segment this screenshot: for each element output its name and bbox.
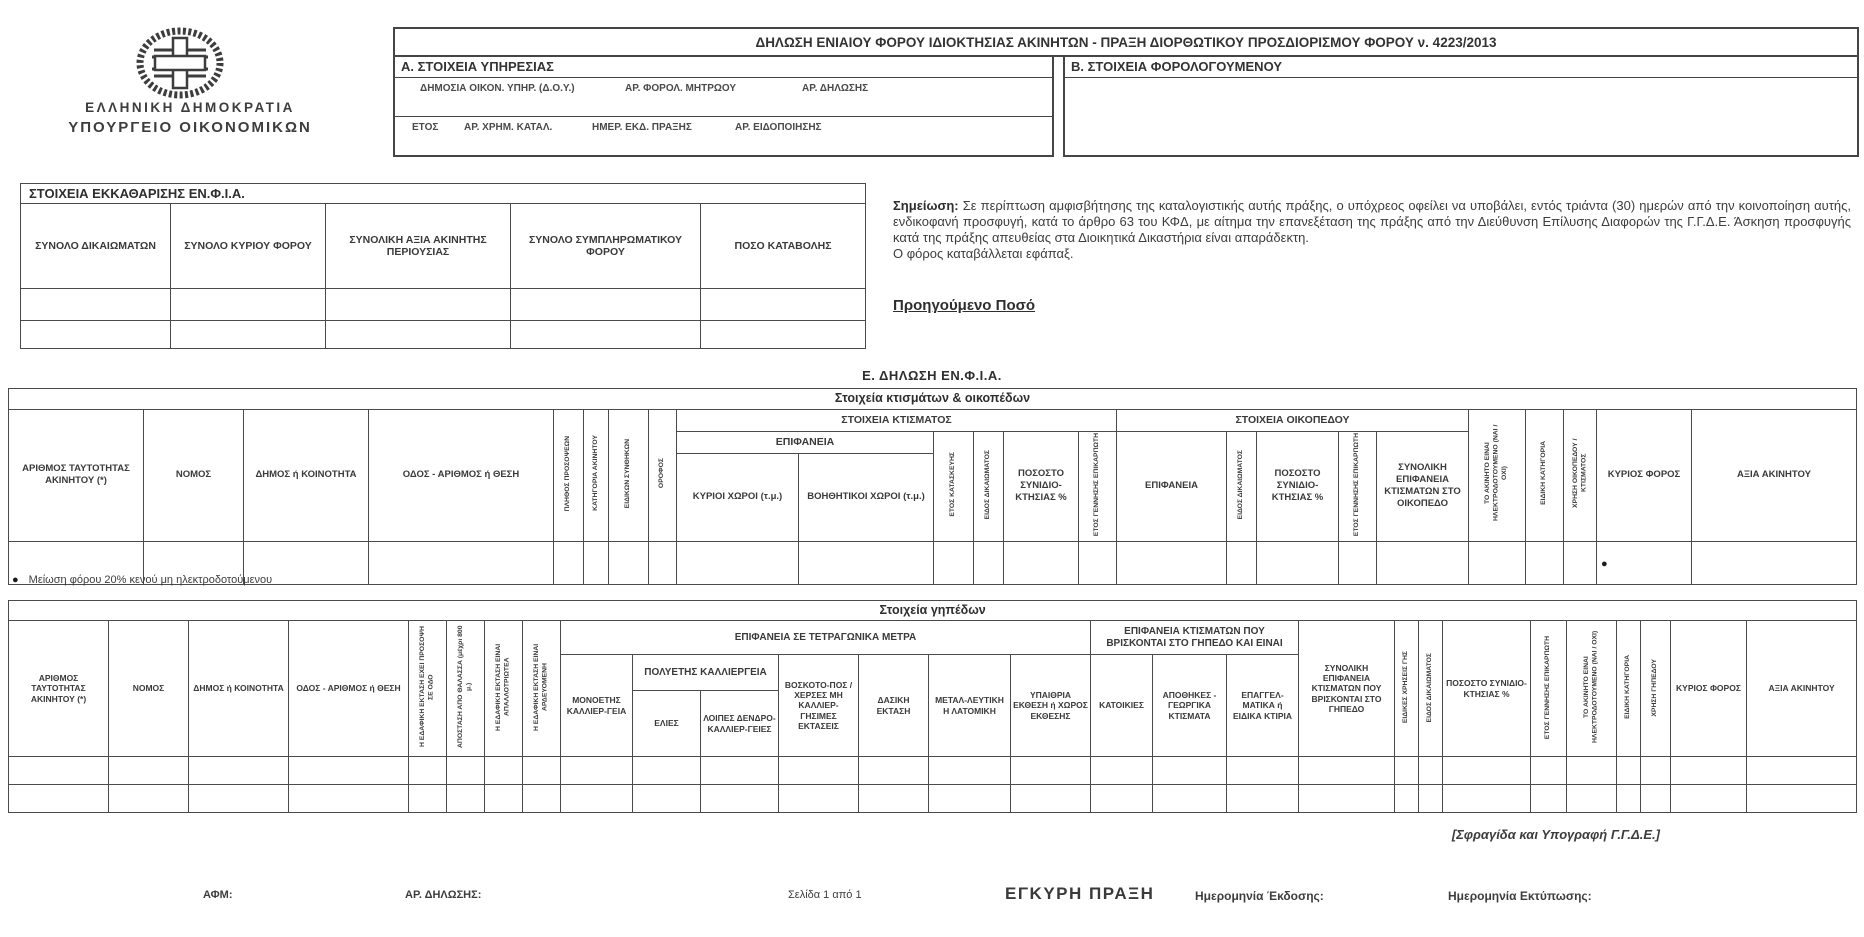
col-special-conditions: ΕΙΔΙΚΩΝ ΣΥΝΘΗΚΩΝ <box>609 409 649 541</box>
valid-act-stamp: ΕΓΚΥΡΗ ΠΡΑΞΗ <box>1005 884 1155 903</box>
buildings-plots-table <box>8 388 1857 585</box>
col-plot-surface: ΕΠΙΦΑΝΕΙΑ <box>1117 431 1227 541</box>
reduction-marker-dot: ● <box>12 574 19 586</box>
empty-cell <box>554 541 584 584</box>
empty-cell <box>1443 757 1531 785</box>
surface-sqm-group: ΕΠΙΦΑΝΕΙΑ ΣΕ ΤΕΤΡΑΓΩΝΙΚΑ ΜΕΤΡΑ <box>561 621 1091 655</box>
note-body: Σε περίπτωση αμφισβήτησης της καταλογιστικής αυτής πράξης, ο υπόχρεος οφείλει να υποβάλει, εντός τριάντα (30) ημερών από την κοινοποίηση αυτής, ενδικοφανή προσφυγή, κατά το άρθρο 63 του ΚΦΔ, με αίτημα την επανεξέταση της πράξης από την Διεύθυνση Επίλυσης Διαφορών της Γ.Γ.Δ.Ε. Άσκηση προσφυγής κατά της πράξης απευθείας στα Διοικητικά Δικαστήρια είναι απαράδεκτη. <box>893 198 1851 246</box>
empty-cell <box>1419 785 1443 813</box>
empty-cell <box>289 785 409 813</box>
empty-cell <box>799 541 934 584</box>
col-prefecture: ΝΟΜΟΣ <box>144 409 244 541</box>
empty-cell <box>171 321 326 349</box>
empty-cell <box>189 757 289 785</box>
empty-cell <box>9 757 109 785</box>
building-data-group: ΣΤΟΙΧΕΙΑ ΚΤΙΣΜΑΤΟΣ <box>677 409 1117 431</box>
col-plot-usufructuary-birth-year: ΕΤΟΣ ΓΕΝΝΗΣΗΣ ΕΠΙΚΑΡΠΩΤΗ <box>1339 431 1377 541</box>
col-main-spaces: ΚΥΡΙΟΙ ΧΩΡΟΙ (τ.μ.) <box>677 453 799 541</box>
col-parcel-use: ΧΡΗΣΗ ΓΗΠΕΔΟΥ <box>1641 621 1671 757</box>
clearance-header-row <box>21 204 866 289</box>
col-street: ΟΔΟΣ - ΑΡΙΘΜΟΣ ή ΘΕΣΗ <box>369 409 554 541</box>
empty-cell <box>409 757 447 785</box>
empty-cell <box>609 541 649 584</box>
col-right-type: ΕΙΔΟΣ ΔΙΚΑΙΩΜΑΤΟΣ <box>974 431 1004 541</box>
col-main-tax: ΚΥΡΙΟΣ ΦΟΡΟΣ <box>1597 409 1692 541</box>
col-payment-amount: ΠΟΣΟ ΚΑΤΑΒΟΛΗΣ <box>701 204 866 289</box>
hellenic-republic-label: ΕΛΛΗΝΙΚΗ ΔΗΜΟΚΡΑΤΙΑ <box>85 100 295 115</box>
empty-cell <box>1531 757 1567 785</box>
empty-cell <box>447 757 485 785</box>
empty-cell <box>1339 541 1377 584</box>
empty-cell <box>1257 541 1339 584</box>
empty-cell <box>1671 757 1747 785</box>
main-tax-cell <box>1597 541 1692 584</box>
col-plot-coownership-pct: ΠΟΣΟΣΤΟ ΣΥΝΙΔΙΟ-ΚΤΗΣΙΑΣ % <box>1257 431 1339 541</box>
empty-cell <box>9 785 109 813</box>
col-warehouses-agricultural: ΑΠΟΘΗΚΕΣ - ΓΕΩΡΓΙΚΑ ΚΤΙΣΜΑΤΑ <box>1153 655 1227 757</box>
empty-cell <box>1227 541 1257 584</box>
empty-cell <box>633 757 701 785</box>
empty-cell <box>1091 785 1153 813</box>
empty-cell <box>701 289 866 321</box>
col-electrified: ΤΟ ΑΚΙΝΗΤΟ ΕΙΝΑΙ ΗΛΕΚΤΡΟΔΟΤΟΥΜΕΝΟ (ΝΑΙ / ΟΧΙ) <box>1567 621 1617 757</box>
empty-cell <box>701 785 779 813</box>
section-b-title: Β. ΣΤΟΙΧΕΙΑ ΦΟΡΟΛΟΓΟΥΜΕΝΟΥ <box>1065 57 1857 78</box>
empty-cell <box>859 785 929 813</box>
empty-cell <box>485 757 523 785</box>
col-other-tree-crops: ΛΟΙΠΕΣ ΔΕΝΔΡΟ-ΚΑΛΛΙΕΡ-ΓΕΙΕΣ <box>701 691 779 757</box>
col-main-tax: ΚΥΡΙΟΣ ΦΟΡΟΣ <box>1671 621 1747 757</box>
print-date-label: Ημερομηνία Εκτύπωσης: <box>1448 889 1592 903</box>
col-electrified: ΤΟ ΑΚΙΝΗΤΟ ΕΙΝΑΙ ΗΛΕΚΤΡΟΔΟΤΟΥΜΕΝΟ (ΝΑΙ / ΟΧΙ) <box>1469 409 1526 541</box>
empty-cell <box>859 757 929 785</box>
col-total-main-tax: ΣΥΝΟΛΟ ΚΥΡΙΟΥ ΦΟΡΟΥ <box>171 204 326 289</box>
empty-cell <box>561 785 633 813</box>
col-irrigated: Η ΕΔΑΦΙΚΗ ΕΚΤΑΣΗ ΕΙΝΑΙ ΑΡΔΕΥΟΜΕΝΗ <box>523 621 561 757</box>
col-usufructuary-birth-year: ΕΤΟΣ ΓΕΝΝΗΣΗΣ ΕΠΙΚΑΡΠΩΤΗ <box>1531 621 1567 757</box>
note-line2: Ο φόρος καταβάλλεται εφάπαξ. <box>893 246 1074 262</box>
empty-cell <box>1011 757 1091 785</box>
col-total-building-surface-on-parcel: ΣΥΝΟΛΙΚΗ ΕΠΙΦΑΝΕΙΑ ΚΤΙΣΜΑΤΩΝ ΠΟΥ ΒΡΙΣΚΟΝΤΑΙ ΣΤΟ ΓΗΠΕΔΟ <box>1299 621 1395 757</box>
col-total-rights: ΣΥΝΟΛΟ ΔΙΚΑΙΩΜΑΤΩΝ <box>21 204 171 289</box>
empty-cell <box>1004 541 1079 584</box>
empty-cell <box>779 785 859 813</box>
empty-cell <box>929 785 1011 813</box>
clearance-value-row <box>21 321 866 349</box>
empty-cell <box>1419 757 1443 785</box>
tax-registry-number-label: ΑΡ. ΦΟΡΟΛ. ΜΗΤΡΩΟΥ <box>625 83 737 94</box>
col-property-category: ΚΑΤΗΓΟΡΙΑ ΑΚΙΝΗΤΟΥ <box>584 409 609 541</box>
issue-date-label: Ημερομηνία Έκδοσης: <box>1195 889 1324 903</box>
col-usufructuary-birth-year: ΕΤΟΣ ΓΕΝΝΗΣΗΣ ΕΠΙΚΑΡΠΩΤΗ <box>1079 431 1117 541</box>
col-facade-count: ΠΛΗΘΟΣ ΠΡΟΣΟΨΕΩΝ <box>554 409 584 541</box>
empty-cell <box>779 757 859 785</box>
col-coownership-pct: ΠΟΣΟΣΤΟ ΣΥΝΙΔΙΟ-ΚΤΗΣΙΑΣ % <box>1004 431 1079 541</box>
col-coownership-pct: ΠΟΣΟΣΤΟ ΣΥΝΙΔΙΟ-ΚΤΗΣΙΑΣ % <box>1443 621 1531 757</box>
empty-cell <box>1227 785 1299 813</box>
empty-cell <box>1531 785 1567 813</box>
empty-cell <box>934 541 974 584</box>
empty-cell <box>1091 757 1153 785</box>
col-property-value: ΑΞΙΑ ΑΚΙΝΗΤΟΥ <box>1747 621 1857 757</box>
section-a-service-details <box>393 55 1054 157</box>
year-label: ΕΤΟΣ <box>412 122 439 133</box>
perennial-cultivation-group: ΠΟΛΥΕΤΗΣ ΚΑΛΛΙΕΡΓΕΙΑ <box>633 655 779 691</box>
empty-cell <box>561 757 633 785</box>
reduction-marker-dot: ● <box>1601 557 1608 570</box>
col-floor: ΟΡΟΦΟΣ <box>649 409 677 541</box>
col-special-category: ΕΙΔΙΚΗ ΚΑΤΗΓΟΡΙΑ <box>1526 409 1564 541</box>
empty-cell <box>1671 785 1747 813</box>
table-row <box>9 541 1857 584</box>
empty-cell <box>485 785 523 813</box>
col-auxiliary-spaces: ΒΟΗΘΗΤΙΚΟΙ ΧΩΡΟΙ (τ.μ.) <box>799 453 934 541</box>
col-atak: ΑΡΙΘΜΟΣ ΤΑΥΤΟΤΗΤΑΣ ΑΚΙΝΗΤΟΥ (*) <box>9 621 109 757</box>
declaration-section-title: Ε. ΔΗΛΩΣΗ ΕΝ.Φ.Ι.Α. <box>862 368 1002 383</box>
col-plot-building-use: ΧΡΗΣΗ ΟΙΚΟΠΕΔΟΥ / ΚΤΙΣΜΑΤΟΣ <box>1564 409 1597 541</box>
empty-cell <box>584 541 609 584</box>
page-indicator: Σελίδα 1 από 1 <box>788 889 862 901</box>
buildings-on-parcel-group: ΕΠΙΦΑΝΕΙΑ ΚΤΙΣΜΑΤΩΝ ΠΟΥ ΒΡΙΣΚΟΝΤΑΙ ΣΤΟ ΓΗΠΕΔΟ ΚΑΙ ΕΙΝΑΙ <box>1091 621 1299 655</box>
empty-cell <box>1567 785 1617 813</box>
col-plot-right-type: ΕΙΔΟΣ ΔΙΚΑΙΩΜΑΤΟΣ <box>1227 431 1257 541</box>
greek-coat-of-arms-icon <box>128 26 232 105</box>
col-municipality: ΔΗΜΟΣ ή ΚΟΙΝΟΤΗΤΑ <box>189 621 289 757</box>
table1-group-row <box>9 409 1857 431</box>
col-expropriable: Η ΕΔΑΦΙΚΗ ΕΚΤΑΣΗ ΕΙΝΑΙ ΑΠΑΛΛΟΤΡΙΩΤΕΑ <box>485 621 523 757</box>
empty-cell <box>1011 785 1091 813</box>
empty-cell <box>289 757 409 785</box>
afm-label: ΑΦΜ: <box>203 889 233 901</box>
previous-amount-label: Προηγούμενο Ποσό <box>893 297 1036 314</box>
col-special-land-uses: ΕΙΔΙΚΕΣ ΧΡΗΣΕΙΣ ΓΗΣ <box>1395 621 1419 757</box>
empty-cell <box>1395 757 1419 785</box>
empty-cell <box>1117 541 1227 584</box>
empty-cell <box>974 541 1004 584</box>
empty-cell <box>447 785 485 813</box>
empty-cell <box>701 757 779 785</box>
empty-cell <box>1227 757 1299 785</box>
empty-cell <box>1395 785 1419 813</box>
empty-cell <box>1747 785 1857 813</box>
empty-cell <box>1299 785 1395 813</box>
money-list-number-label: ΑΡ. ΧΡΗΜ. ΚΑΤΑΛ. <box>464 122 553 133</box>
land-parcels-table <box>8 600 1857 813</box>
empty-cell <box>1443 785 1531 813</box>
plot-data-group: ΣΤΟΙΧΕΙΑ ΟΙΚΟΠΕΔΟΥ <box>1117 409 1469 431</box>
clearance-table <box>20 183 866 349</box>
empty-cell <box>109 757 189 785</box>
empty-cell <box>1747 757 1857 785</box>
note-label: Σημείωση: <box>893 198 959 213</box>
clearance-value-row <box>21 289 866 321</box>
empty-cell <box>523 757 561 785</box>
table2-title: Στοιχεία γηπέδων <box>9 601 1857 621</box>
empty-cell <box>326 289 511 321</box>
declaration-number-footer-label: ΑΡ. ΔΗΛΩΣΗΣ: <box>405 889 482 901</box>
empty-cell <box>1617 785 1641 813</box>
table2-group-row <box>9 621 1857 655</box>
col-atak: ΑΡΙΘΜΟΣ ΤΑΥΤΟΤΗΤΑΣ ΑΚΙΝΗΤΟΥ (*) <box>9 409 144 541</box>
col-olives: ΕΛΙΕΣ <box>633 691 701 757</box>
empty-cell <box>1617 757 1641 785</box>
empty-cell <box>1526 541 1564 584</box>
col-total-supplementary-tax: ΣΥΝΟΛΟ ΣΥΜΠΛΗΡΩΜΑΤΙΚΟΥ ΦΟΡΟΥ <box>511 204 701 289</box>
empty-cell <box>409 785 447 813</box>
empty-cell <box>1567 757 1617 785</box>
notice-number-label: ΑΡ. ΕΙΔΟΠΟΙΗΣΗΣ <box>735 122 822 133</box>
col-prefecture: ΝΟΜΟΣ <box>109 621 189 757</box>
col-street: ΟΔΟΣ - ΑΡΙΘΜΟΣ ή ΘΕΣΗ <box>289 621 409 757</box>
table-row <box>9 785 1857 813</box>
col-construction-year: ΕΤΟΣ ΚΑΤΑΣΚΕΥΗΣ <box>934 431 974 541</box>
empty-cell <box>649 541 677 584</box>
table1-title: Στοιχεία κτισμάτων & οικοπέδων <box>9 389 1857 410</box>
tax-reduction-footnote <box>12 574 272 586</box>
col-total-property-value: ΣΥΝΟΛΙΚΗ ΑΞΙΑ ΑΚΙΝΗΤΗΣ ΠΕΡΙΟΥΣΙΑΣ <box>326 204 511 289</box>
clearance-title-row <box>21 184 866 204</box>
surface-group: ΕΠΙΦΑΝΕΙΑ <box>677 431 934 453</box>
document-title: ΔΗΛΩΣΗ ΕΝΙΑΙΟΥ ΦΟΡΟΥ ΙΔΙΟΚΤΗΣΙΑΣ ΑΚΙΝΗΤΩΝ - ΠΡΑΞΗ ΔΙΟΡΘΩΤΙΚΟΥ ΠΡΟΣΔΙΟΡΙΣΜΟΥ ΦΟΡΟΥ ν. 4223/2013 <box>393 27 1859 57</box>
empty-cell <box>633 785 701 813</box>
footnote-text: Μείωση φόρου 20% κενού μη ηλεκτροδοτούμενου <box>28 574 273 586</box>
declaration-number-label: ΑΡ. ΔΗΛΩΣΗΣ <box>802 83 869 94</box>
empty-cell <box>523 785 561 813</box>
empty-cell <box>1153 757 1227 785</box>
table2-title-row <box>9 601 1857 621</box>
empty-cell <box>21 289 171 321</box>
empty-cell <box>929 757 1011 785</box>
col-total-building-surface-on-plot: ΣΥΝΟΛΙΚΗ ΕΠΙΦΑΝΕΙΑ ΚΤΙΣΜΑΤΩΝ ΣΤΟ ΟΙΚΟΠΕΔΟ <box>1377 431 1469 541</box>
empty-cell <box>369 541 554 584</box>
empty-cell <box>677 541 799 584</box>
col-forest: ΔΑΣΙΚΗ ΕΚΤΑΣΗ <box>859 655 929 757</box>
empty-cell <box>1377 541 1469 584</box>
empty-cell <box>511 321 701 349</box>
col-municipality: ΔΗΜΟΣ ή ΚΟΙΝΟΤΗΤΑ <box>244 409 369 541</box>
empty-cell <box>1692 541 1857 584</box>
empty-cell <box>1079 541 1117 584</box>
objection-note <box>893 198 1851 262</box>
col-distance-from-sea: ΑΠΟΣΤΑΣΗ ΑΠΟ ΘΑΛΑΣΣΑ (μέχρι 800 μ.) <box>447 621 485 757</box>
empty-cell <box>189 785 289 813</box>
empty-cell <box>701 321 866 349</box>
empty-cell <box>1299 757 1395 785</box>
table-row <box>9 757 1857 785</box>
col-pasture: ΒΟΣΚΟΤΟ-ΠΟΣ / ΧΕΡΣΕΣ ΜΗ ΚΑΛΛΙΕΡ-ΓΗΣΙΜΕΣ ΕΚΤΑΣΕΙΣ <box>779 655 859 757</box>
col-outdoor-exhibition: ΥΠΑΙΘΡΙΑ ΕΚΘΕΣΗ ή ΧΩΡΟΣ ΕΚΘΕΣΗΣ <box>1011 655 1091 757</box>
empty-cell <box>21 321 171 349</box>
empty-cell <box>171 289 326 321</box>
ministry-of-finance-label: ΥΠΟΥΡΓΕΙΟ ΟΙΚΟΝΟΜΙΚΩΝ <box>68 119 312 136</box>
col-mining-quarry: ΜΕΤΑΛ-ΛΕΥΤΙΚΗ Η ΛΑΤΟΜΙΚΗ <box>929 655 1011 757</box>
col-annual-cultivation: ΜΟΝΟΕΤΗΣ ΚΑΛΛΙΕΡ-ΓΕΙΑ <box>561 655 633 757</box>
act-issue-date-label: ΗΜΕΡ. ΕΚΔ. ΠΡΑΞΗΣ <box>592 122 692 133</box>
col-property-value: ΑΞΙΑ ΑΚΙΝΗΤΟΥ <box>1692 409 1857 541</box>
section-a-title: Α. ΣΤΟΙΧΕΙΑ ΥΠΗΡΕΣΙΑΣ <box>395 57 1052 78</box>
empty-cell <box>1641 757 1671 785</box>
section-a-row2 <box>395 117 1052 153</box>
empty-cell <box>1641 785 1671 813</box>
empty-cell <box>1153 785 1227 813</box>
empty-cell <box>1564 541 1597 584</box>
col-special-category: ΕΙΔΙΚΗ ΚΑΤΗΓΟΡΙΑ <box>1617 621 1641 757</box>
col-professional-special-buildings: ΕΠΑΓΓΕΛ-ΜΑΤΙΚΑ ή ΕΙΔΙΚΑ ΚΤΙΡΙΑ <box>1227 655 1299 757</box>
section-a-row1 <box>395 78 1052 117</box>
doy-field-label: ΔΗΜΟΣΙΑ ΟΙΚΟΝ. ΥΠΗΡ. (Δ.Ο.Υ.) <box>420 83 575 94</box>
clearance-table-title: ΣΤΟΙΧΕΙΑ ΕΚΚΑΘΑΡΙΣΗΣ ΕΝ.Φ.Ι.Α. <box>21 184 866 204</box>
empty-cell <box>326 321 511 349</box>
col-residences: ΚΑΤΟΙΚΙΕΣ <box>1091 655 1153 757</box>
empty-cell <box>511 289 701 321</box>
empty-cell <box>109 785 189 813</box>
section-b-taxpayer-details <box>1063 55 1859 157</box>
col-right-type: ΕΙΔΟΣ ΔΙΚΑΙΩΜΑΤΟΣ <box>1419 621 1443 757</box>
table1-title-row <box>9 389 1857 410</box>
col-road-frontage: Η ΕΔΑΦΙΚΗ ΕΚΤΑΣΗ ΕΧΕΙ ΠΡΟΣΟΨΗ ΣΕ ΟΔΟ <box>409 621 447 757</box>
empty-cell <box>1469 541 1526 584</box>
stamp-signature-placeholder: [Σφραγίδα και Υπογραφή Γ.Γ.Δ.Ε.] <box>1451 827 1660 842</box>
